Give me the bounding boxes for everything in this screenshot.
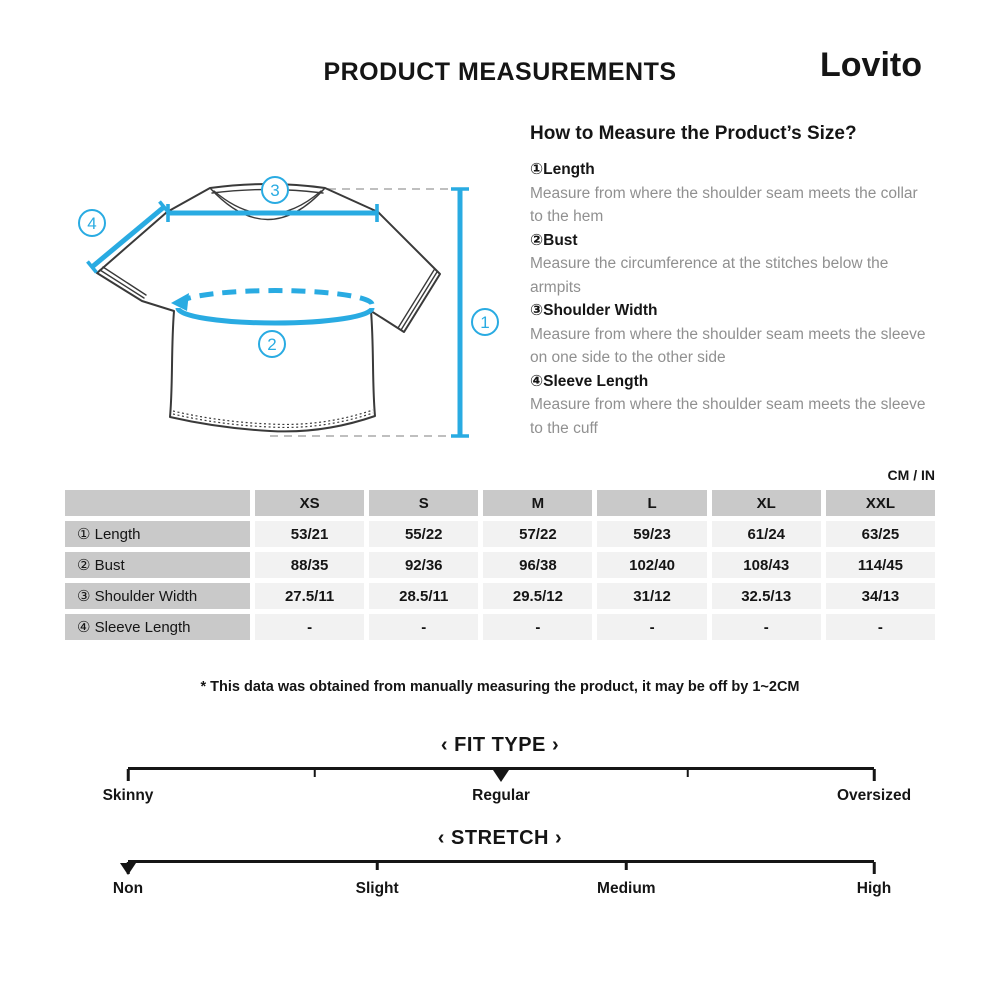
fit-type-title: ‹ FIT TYPE › — [440, 734, 560, 756]
measure-item-term: ②Bust — [530, 231, 578, 249]
row-label-cell: ③ Shoulder Width — [65, 583, 250, 609]
measure-item-term: ③Shoulder Width — [530, 302, 658, 319]
size-header-cell: XL — [712, 490, 821, 516]
size-value-cell: 102/40 — [597, 552, 706, 578]
measure-item-desc: Measure from where the shoulder seam meets the sleeve on one side to the other side — [530, 325, 926, 366]
scale-label: Oversized — [836, 787, 912, 804]
right-cuff-stitch — [398, 270, 434, 328]
fit-type-scale — [102, 767, 912, 812]
size-value-cell: 31/12 — [597, 583, 706, 609]
stretch-title: ‹ STRETCH › — [437, 827, 563, 849]
size-value-cell: 114/45 — [826, 552, 935, 578]
size-value-cell: 57/22 — [483, 521, 592, 547]
scale-label: Regular — [472, 787, 530, 804]
scale-label: High — [856, 880, 892, 897]
scale-line — [128, 860, 874, 863]
size-header-cell: XXL — [826, 490, 935, 516]
unit-label: CM / IN — [887, 467, 935, 483]
size-value-cell: 29.5/12 — [483, 583, 592, 609]
size-value-cell: - — [483, 614, 592, 640]
scale-tick — [376, 862, 379, 870]
size-value-cell: 55/22 — [369, 521, 478, 547]
row-label-cell: ② Bust — [65, 552, 250, 578]
size-value-cell: 96/38 — [483, 552, 592, 578]
tshirt-diagram-svg — [60, 150, 520, 470]
scale-label: Slight — [355, 880, 399, 897]
marker-number: 4 — [87, 214, 97, 233]
size-value-cell: 92/36 — [369, 552, 478, 578]
size-value-cell: 27.5/11 — [255, 583, 364, 609]
hem-stitch — [173, 410, 373, 424]
marker-shoulder — [262, 177, 288, 203]
size-value-cell: - — [826, 614, 935, 640]
measure-item-desc: Measure from where the shoulder seam meets the sleeve to the cuff — [530, 396, 926, 437]
measure-item-term: ④Sleeve Length — [530, 372, 649, 390]
size-value-cell: - — [597, 614, 706, 640]
size-value-cell: - — [255, 614, 364, 640]
scale-tick — [313, 769, 316, 777]
right-cuff-stitch — [401, 272, 437, 330]
marker-bust — [259, 331, 285, 357]
marker-number: 1 — [480, 313, 490, 332]
brand-logo: Lovito — [820, 46, 922, 84]
measure-item-desc: Measure the circumference at the stitches below the armpits — [530, 255, 889, 296]
scale-tick — [127, 769, 130, 781]
row-label-cell: ① Length — [65, 521, 250, 547]
size-value-cell: 108/43 — [712, 552, 821, 578]
bust-measure-solid-arc — [178, 308, 372, 323]
scale-tick — [625, 862, 628, 870]
size-header-cell: S — [369, 490, 478, 516]
note-text: * This data was obtained from manually measuring the product, it may be off by 1~2CM — [200, 679, 800, 695]
tshirt-diagram — [60, 150, 520, 470]
scale-label: Non — [112, 880, 144, 897]
size-value-cell: - — [712, 614, 821, 640]
measure-item-desc: Measure from where the shoulder seam meets the collar to the hem — [530, 184, 918, 225]
scale-marker-triangle — [493, 770, 509, 782]
page-title: PRODUCT MEASUREMENTS — [323, 58, 677, 86]
marker-length — [472, 309, 498, 335]
marker-number: 3 — [270, 181, 280, 200]
size-value-cell: 32.5/13 — [712, 583, 821, 609]
how-to-heading: How to Measure the Product’s Size? — [530, 123, 857, 144]
size-header-cell: XS — [255, 490, 364, 516]
row-label-cell: ④ Sleeve Length — [65, 614, 250, 640]
scale-label: Medium — [597, 880, 656, 897]
scale-tick — [873, 862, 876, 874]
size-header-cell: L — [597, 490, 706, 516]
measure-instructions-list — [530, 158, 930, 440]
size-value-cell: 61/24 — [712, 521, 821, 547]
size-value-cell: 28.5/11 — [369, 583, 478, 609]
size-value-cell: 59/23 — [597, 521, 706, 547]
marker-sleeve — [79, 210, 105, 236]
size-value-cell: - — [369, 614, 478, 640]
size-value-cell: 53/21 — [255, 521, 364, 547]
stretch-scale — [112, 860, 892, 905]
marker-number: 2 — [267, 335, 277, 354]
size-header-cell: M — [483, 490, 592, 516]
table-corner-cell — [65, 490, 250, 516]
bust-measure-dashed-arc — [186, 291, 372, 304]
scale-tick — [686, 769, 689, 777]
left-cuff-stitch — [100, 270, 144, 298]
scale-tick — [873, 769, 876, 781]
how-to-measure-section — [530, 123, 930, 440]
size-table — [65, 490, 935, 640]
size-value-cell: 88/35 — [255, 552, 364, 578]
size-value-cell: 63/25 — [826, 521, 935, 547]
measure-item-term: ①Length — [530, 161, 595, 178]
size-value-cell: 34/13 — [826, 583, 935, 609]
scale-marker-triangle — [120, 863, 136, 875]
scale-label: Skinny — [102, 787, 154, 804]
